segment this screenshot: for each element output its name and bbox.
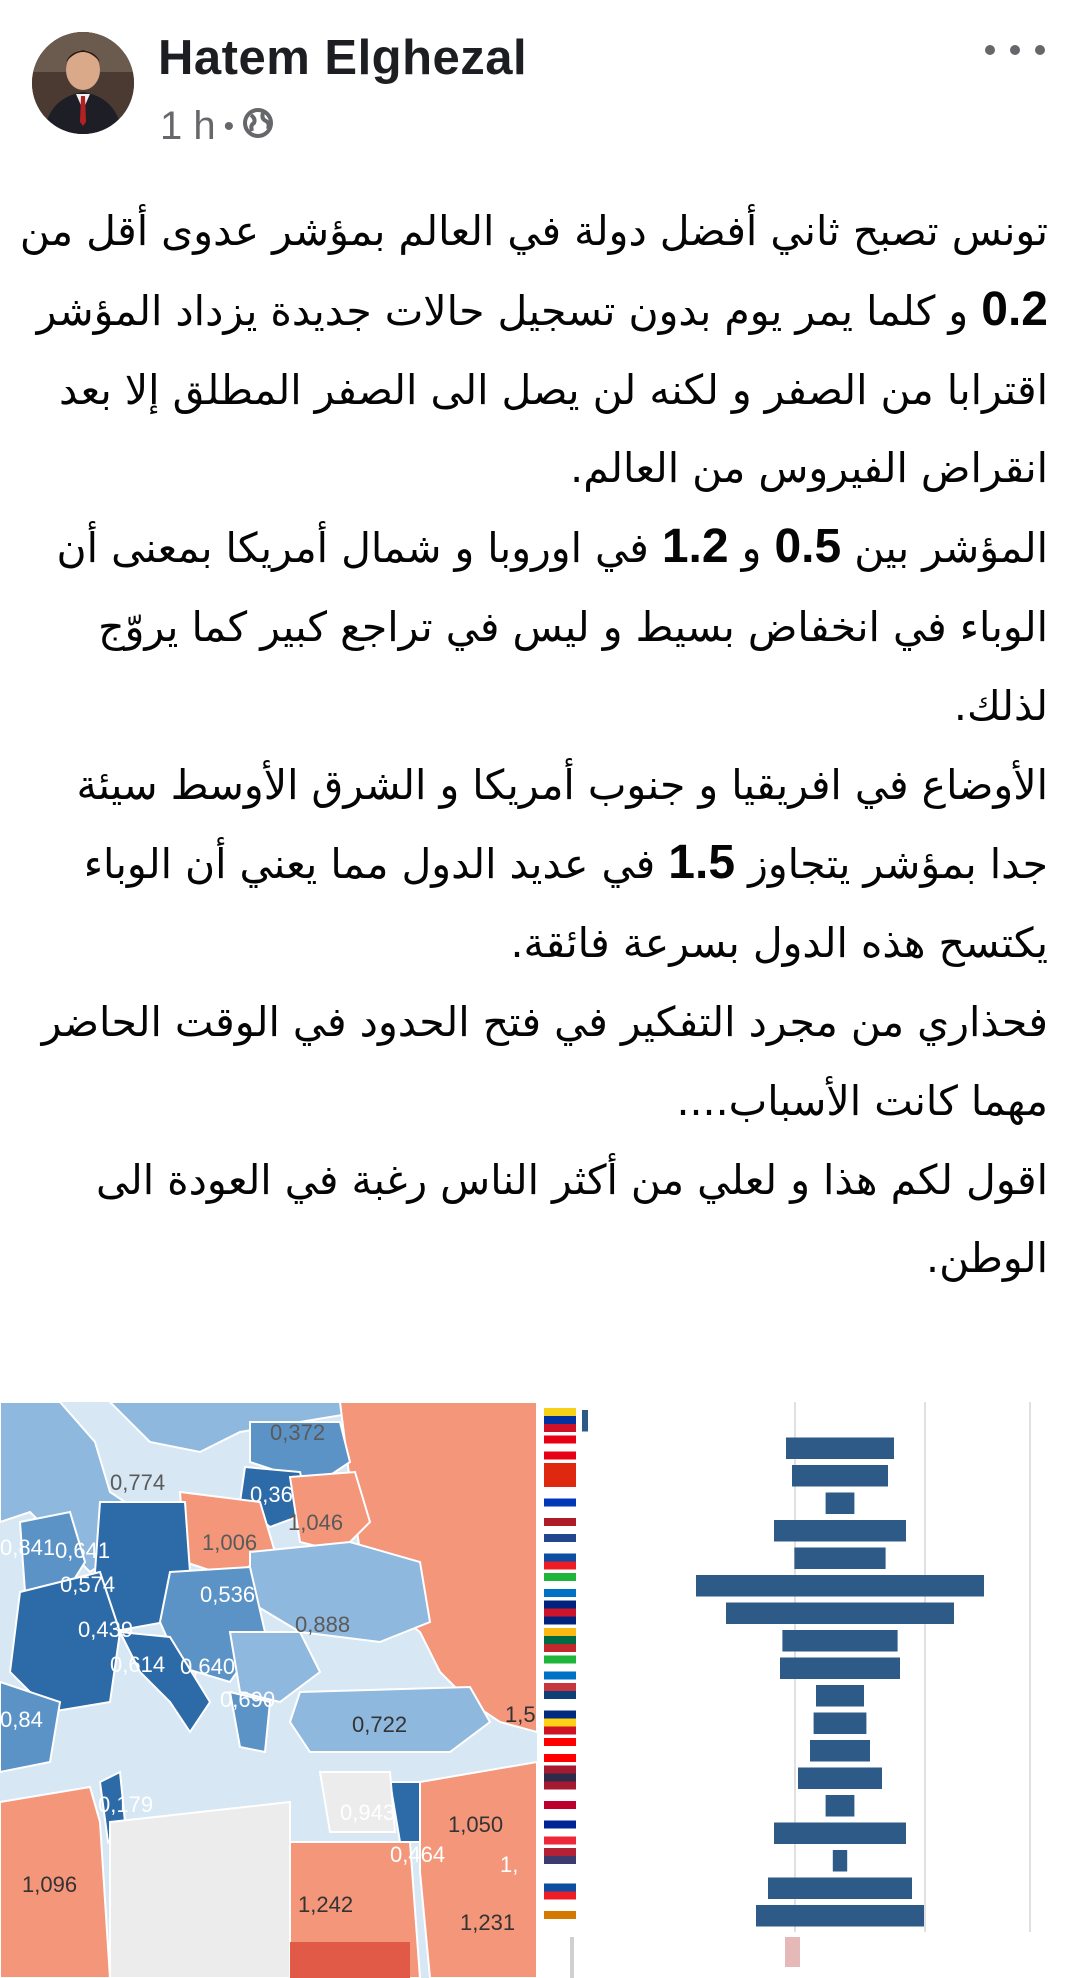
chart-bar	[794, 1548, 885, 1570]
post-paragraph-2: المؤشر بين 0.5 و 1.2 في اوروبا و شمال أمريكا بمعنى أن الوباء في انخفاض بسيط و ليس في تراجع كبير كما يروّج لذلك.	[56, 520, 1048, 730]
lithuania-flag	[544, 1644, 576, 1652]
japan-flag	[544, 1793, 576, 1801]
map-label: 0,888	[295, 1612, 351, 1637]
sierra-leone-flag	[544, 1664, 576, 1672]
chart-bar	[816, 1685, 864, 1707]
china-flag	[544, 1471, 576, 1479]
lithuania-flag	[544, 1628, 576, 1636]
france-flag	[544, 1821, 576, 1829]
ecuador-flag	[544, 1408, 576, 1416]
post-image-bar-chart[interactable]	[540, 1402, 1076, 1978]
new-zealand-flag	[544, 1609, 576, 1617]
chart-bar	[756, 1905, 924, 1927]
map-label: 1,046	[288, 1510, 344, 1535]
japan-flag	[544, 1801, 576, 1809]
sierra-leone-flag	[544, 1656, 576, 1664]
sierra-leone-flag	[544, 1589, 576, 1597]
switzerland-flag	[544, 1746, 576, 1754]
map-label: 0,84	[0, 1707, 43, 1732]
post-body	[8, 192, 1048, 1298]
meta-separator: •	[223, 109, 235, 143]
tunisia-flag	[544, 1436, 576, 1444]
romania-flag	[544, 1727, 576, 1735]
france-flag	[544, 1829, 576, 1837]
author-name[interactable]: Hatem Elghezal	[158, 31, 528, 85]
sierra-leone-flag	[544, 1581, 576, 1589]
tunisia-flag	[544, 1444, 576, 1452]
usa-flag	[544, 1864, 576, 1872]
map-label: 0,690	[220, 1687, 276, 1712]
chart-bar	[826, 1795, 855, 1817]
new-zealand-flag	[544, 1601, 576, 1609]
chart-bar	[798, 1768, 882, 1790]
post-paragraph-5: اقول لكم هذا و لعلي من أكثر الناس رغبة في العودة الى الوطن.	[96, 1155, 1048, 1283]
chart-bar	[774, 1823, 906, 1845]
chart-bar	[780, 1658, 900, 1680]
map-label: 1,096	[22, 1872, 78, 1897]
slovakia-flag	[544, 1546, 576, 1554]
map-label: 1,050	[448, 1812, 504, 1837]
cyprus-flag	[544, 1903, 576, 1911]
ecuador-flag	[544, 1416, 576, 1424]
sierra-leone-flag	[544, 1672, 576, 1680]
serbia-flag	[544, 1699, 576, 1707]
slovakia-flag	[544, 1554, 576, 1562]
romania-flag	[544, 1711, 576, 1719]
map-label: 0,574	[60, 1572, 116, 1597]
chart-bar	[782, 1630, 897, 1652]
map-label: 1,006	[202, 1530, 258, 1555]
chart-bar	[774, 1520, 906, 1542]
chart-bar	[826, 1493, 855, 1515]
lithuania-flag	[544, 1636, 576, 1644]
chart-bar	[696, 1575, 984, 1597]
slovakia-flag	[544, 1884, 576, 1892]
map-label: 0,640	[180, 1654, 236, 1679]
chart-bar	[726, 1603, 954, 1625]
cyprus-flag	[544, 1911, 576, 1919]
map-label: 1,231	[460, 1910, 516, 1935]
map-label: 0,439	[78, 1617, 134, 1642]
post-paragraph-3: الأوضاع في افريقيا و جنوب أمريكا و الشرق الأوسط سيئة جدا بمؤشر يتجاوز 1.5 في عديد الدول مما يعني أن الوباء يكتسح هذه الدول بسرعة فائقة.	[76, 760, 1048, 968]
map-label: 0,841	[0, 1535, 56, 1560]
thailand-flag	[544, 1766, 576, 1774]
sierra-leone-flag	[544, 1573, 576, 1581]
map-label: 0,614	[110, 1652, 166, 1677]
israel-flag	[544, 1491, 576, 1499]
more-options-icon[interactable]	[985, 30, 1045, 70]
serbia-flag	[544, 1691, 576, 1699]
chart-bar	[810, 1740, 870, 1762]
map-label: 0,464	[390, 1842, 446, 1867]
post-time[interactable]: 1 h	[160, 104, 216, 148]
switzerland-flag	[544, 1738, 576, 1746]
netherlands-flag	[544, 1534, 576, 1542]
map-label: 1,5	[505, 1702, 536, 1727]
post-image-map[interactable]	[0, 1402, 537, 1978]
new-zealand-flag	[544, 1617, 576, 1625]
chart-bar	[768, 1878, 912, 1900]
map-label: 0,722	[352, 1712, 408, 1737]
map-label: 0,641	[55, 1538, 111, 1563]
map-label: 0,943	[340, 1800, 396, 1825]
slovakia-flag	[544, 1562, 576, 1570]
author-avatar[interactable]	[32, 32, 134, 134]
switzerland-flag	[544, 1754, 576, 1762]
chart-bar	[814, 1713, 867, 1735]
romania-flag	[544, 1719, 576, 1727]
map-label: 0,774	[110, 1470, 166, 1495]
chart-bar	[833, 1850, 847, 1872]
netherlands-flag	[544, 1518, 576, 1526]
israel-flag	[544, 1499, 576, 1507]
japan-flag	[544, 1809, 576, 1817]
usa-flag	[544, 1848, 576, 1856]
china-flag	[544, 1463, 576, 1471]
post-paragraph-1: تونس تصبح ثاني أفضل دولة في العالم بمؤشر عدوى أقل من 0.2 و كلما يمر يوم بدون تسجيل حالات جديدة يزداد المؤشر اقترابا من الصفر و لكنه لن يصل الى الصفر المطلق إلا بعد انقراض الفيروس من العالم.	[19, 207, 1048, 493]
slovakia-flag	[544, 1892, 576, 1900]
serbia-flag	[544, 1683, 576, 1691]
chart-bar	[786, 1438, 894, 1460]
chart-bar	[792, 1465, 888, 1487]
france-flag	[544, 1837, 576, 1845]
post-header	[0, 0, 1076, 160]
netherlands-flag	[544, 1526, 576, 1534]
map-label: 0,179	[98, 1792, 154, 1817]
tunisia-flag	[544, 1452, 576, 1460]
chart-bar	[582, 1410, 588, 1432]
slovakia-flag	[544, 1876, 576, 1884]
ecuador-flag	[544, 1424, 576, 1432]
globe-icon	[242, 104, 274, 149]
cyprus-flag	[544, 1919, 576, 1927]
map-label: 1,	[500, 1852, 519, 1877]
post-meta	[160, 104, 274, 149]
map-label: 1,242	[298, 1892, 354, 1917]
china-flag	[544, 1479, 576, 1487]
usa-flag	[544, 1856, 576, 1864]
map-label: 0,372	[270, 1420, 326, 1445]
thailand-flag	[544, 1782, 576, 1790]
thailand-flag	[544, 1774, 576, 1782]
map-label: 0,36	[250, 1482, 293, 1507]
map-label: 0,536	[200, 1582, 256, 1607]
israel-flag	[544, 1507, 576, 1515]
post-paragraph-4: فحذاري من مجرد التفكير في فتح الحدود في الوقت الحاضر مهما كانت الأسباب....	[41, 997, 1048, 1125]
